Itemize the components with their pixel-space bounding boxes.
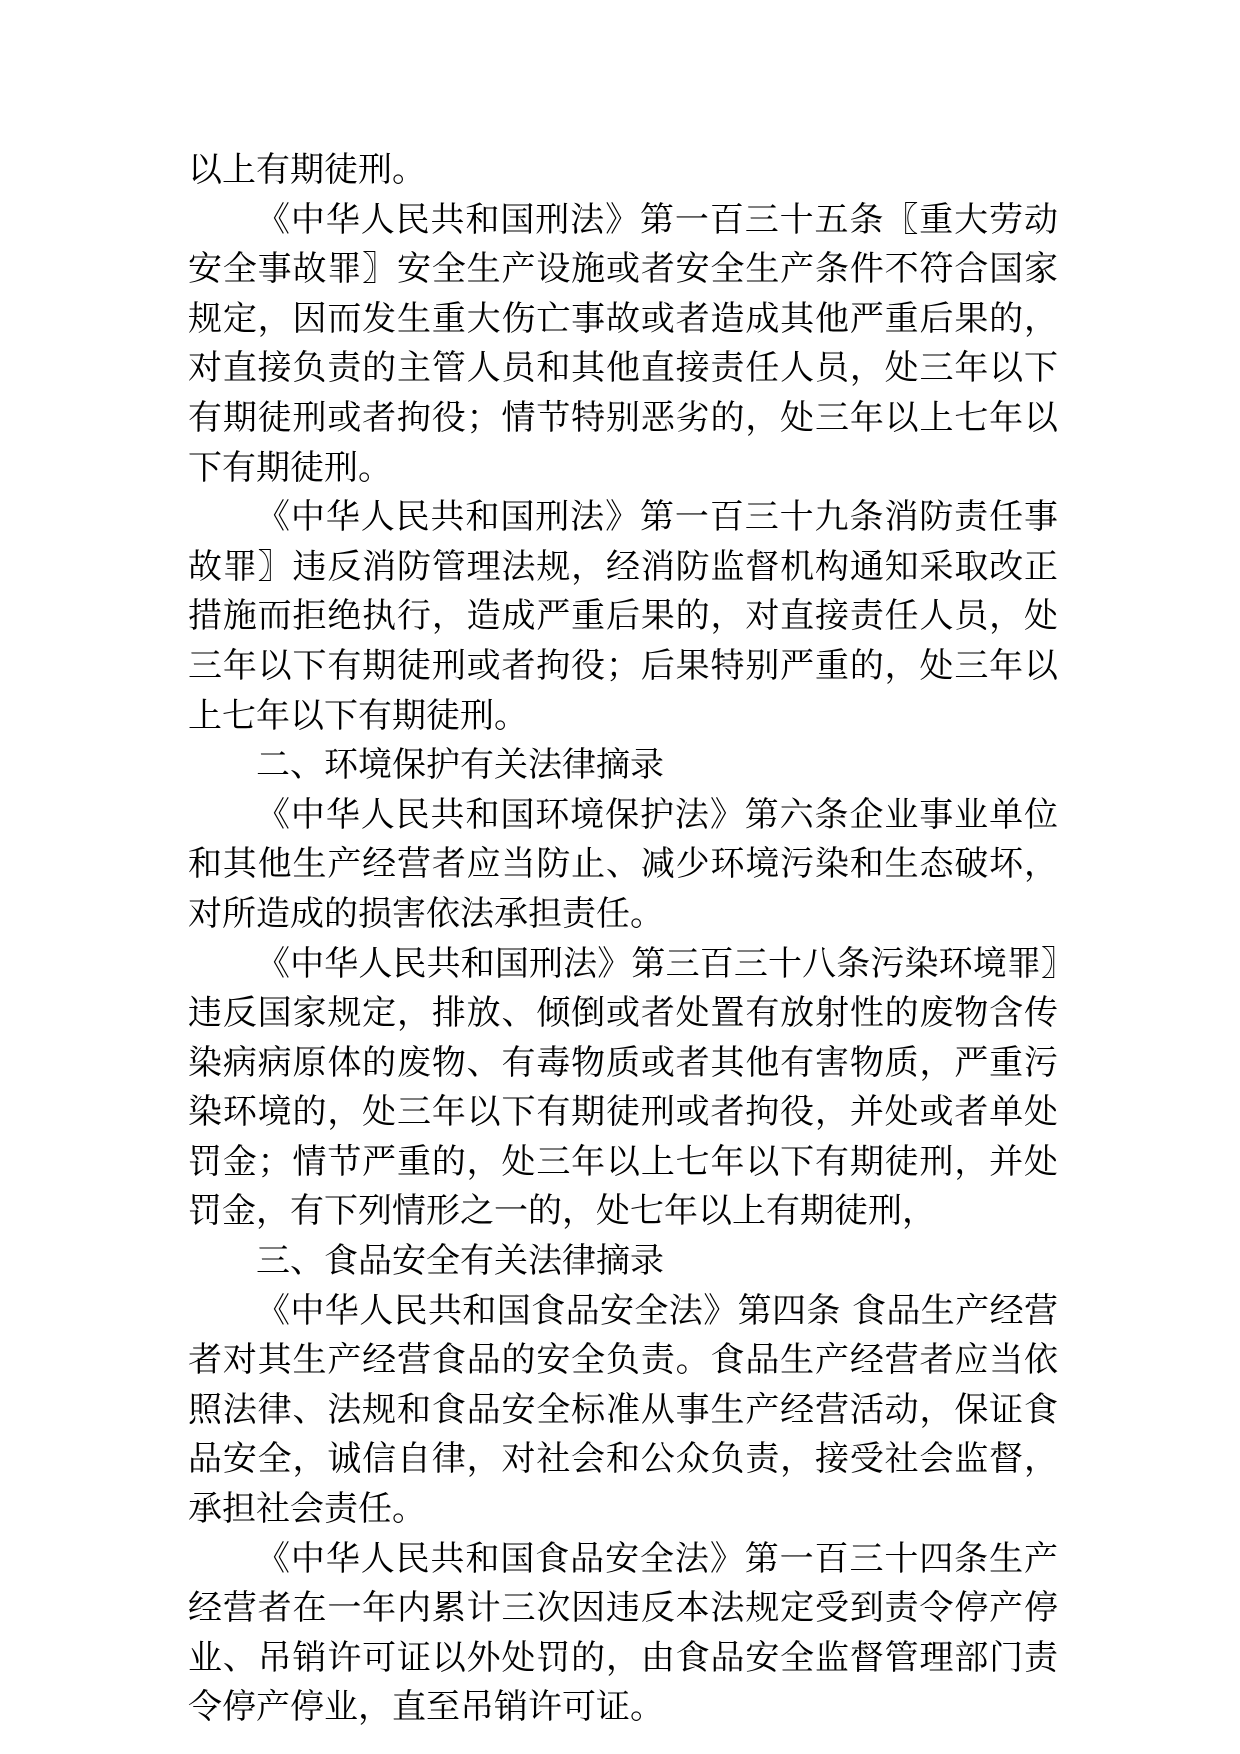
paragraph-food-safety-law-4: 《中华人民共和国食品安全法》第四条 食品生产经营者对其生产经营食品的安全负责。食品生产经营者应当依照法律、法规和食品安全标准从事生产经营活动，保证食品安全，诚信自律，对社会和公众负责，接受社会监督，承担社会责任。 (188, 1290, 1058, 1530)
section-heading-food-safety: 三、食品安全有关法律摘录 (256, 1241, 664, 1282)
paragraph-criminal-law-338: 《中华人民共和国刑法》第三百三十八条污染环境罪〗违反国家规定，排放、倾倒或者处置有放射性的废物含传染病病原体的废物、有毒物质或者其他有害物质，严重污染环境的，处三年以下有期徒刑或者拘役，并处或者单处罚金；情节严重的，处三年以上七年以下有期徒刑，并处罚金，有下列情形之一的，处七年以上有期徒刑， (188, 943, 1058, 1232)
paragraph-environment-law-6: 《中华人民共和国环境保护法》第六条企业事业单位和其他生产经营者应当防止、减少环境污染和生态破坏，对所造成的损害依法承担责任。 (188, 794, 1058, 934)
section-heading-environment: 二、环境保护有关法律摘录 (256, 745, 664, 786)
paragraph-criminal-law-135: 《中华人民共和国刑法》第一百三十五条〖重大劳动安全事故罪〗安全生产设施或者安全生产条件不符合国家规定，因而发生重大伤亡事故或者造成其他严重后果的，对直接负责的主管人员和其他直接责任人员，处三年以下有期徒刑或者拘役；情节特别恶劣的，处三年以上七年以下有期徒刑。 (188, 199, 1058, 488)
document-body (188, 146, 1058, 1733)
paragraph-criminal-law-139: 《中华人民共和国刑法》第一百三十九条消防责任事故罪〗违反消防管理法规，经消防监督机构通知采取改正措施而拒绝执行，造成严重后果的，对直接责任人员，处三年以下有期徒刑或者拘役；后果特别严重的，处三年以上七年以下有期徒刑。 (188, 497, 1058, 736)
paragraph-food-safety-law-134: 《中华人民共和国食品安全法》第一百三十四条生产经营者在一年内累计三次因违反本法规定受到责令停产停业、吊销许可证以外处罚的，由食品安全监督管理部门责令停产停业，直至吊销许可证。 (188, 1538, 1058, 1728)
paragraph-continuation: 以上有期徒刑。 (188, 150, 426, 190)
